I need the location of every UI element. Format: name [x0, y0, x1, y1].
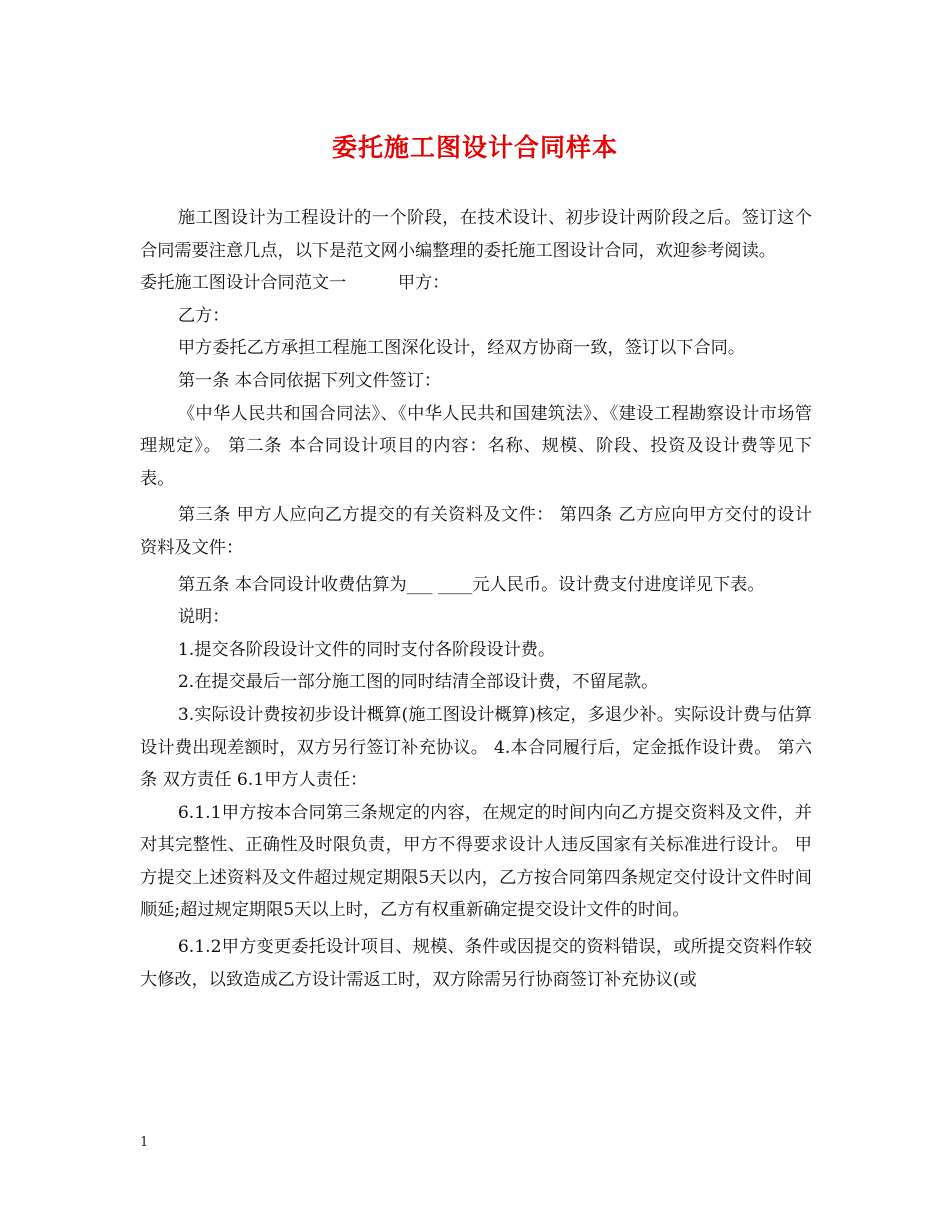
paragraph-article-1: 第一条 本合同依据下列文件签订： [177, 370, 442, 391]
page-number: 1 [140, 1135, 149, 1150]
paragraph-laws: 《中华人民共和国合同法》、《中华人民共和国建筑法》、《建设工程勘察设计市场管理规定》。 第二条 本合同设计项目的内容：名称、规模、阶段、投资及设计费等见下表。 [140, 403, 812, 489]
paragraph-note-1: 1.提交各阶段设计文件的同时支付各阶段设计费。 [177, 639, 556, 660]
paragraph-article-5: 第五条 本合同设计收费估算为___ ____元人民币。设计费支付进度详见下表。 [177, 574, 765, 595]
paragraph-party-b: 乙方： [177, 305, 230, 326]
document-title: 委托施工图设计合同样本 [331, 133, 618, 162]
paragraph-6-1-1: 6.1.1甲方按本合同第三条规定的内容，在规定的时间内向乙方提交资料及文件，并对其完整性、正确性及时限负责，甲方不得要求设计人违反国家有关标准进行设计。 甲方提交上述资料及文件超过规定期限5天以内，乙方按合同第四条规定交付设计文件时间顺延;超过规定期限5天以上时，乙方有权重新确定提交设计文件的时间。 [140, 802, 812, 921]
paragraph-sample-heading: 委托施工图设计合同范文一 甲方： [140, 273, 450, 294]
paragraph-6-1-2: 6.1.2甲方变更委托设计项目、规模、条件或因提交的资料错误，或所提交资料作较大修改，以致造成乙方设计需返工时，双方除需另行协商签订补充协议(或 [140, 937, 812, 990]
paragraph-commission: 甲方委托乙方承担工程施工图深化设计，经双方协商一致，签订以下合同。 [177, 338, 746, 359]
paragraph-intro: 施工图设计为工程设计的一个阶段，在技术设计、初步设计两阶段之后。签订这个合同需要注意几点，以下是范文网小编整理的委托施工图设计合同，欢迎参考阅读。 [140, 208, 812, 261]
paragraph-article-3-4: 第三条 甲方人应向乙方提交的有关资料及文件： 第四条 乙方应向甲方交付的设计资料及文件： [140, 505, 812, 558]
paragraph-note-3: 3.实际设计费按初步设计概算(施工图设计概算)核定，多退少补。实际设计费与估算设计费出现差额时，双方另行签订补充协议。 4.本合同履行后，定金抵作设计费。 第六条 双方责任 6.1甲方人责任： [140, 704, 812, 791]
paragraph-note-2: 2.在提交最后一部分施工图的同时结清全部设计费，不留尾款。 [177, 672, 659, 693]
document-body [140, 202, 812, 996]
paragraph-notes-label: 说明： [177, 607, 230, 628]
